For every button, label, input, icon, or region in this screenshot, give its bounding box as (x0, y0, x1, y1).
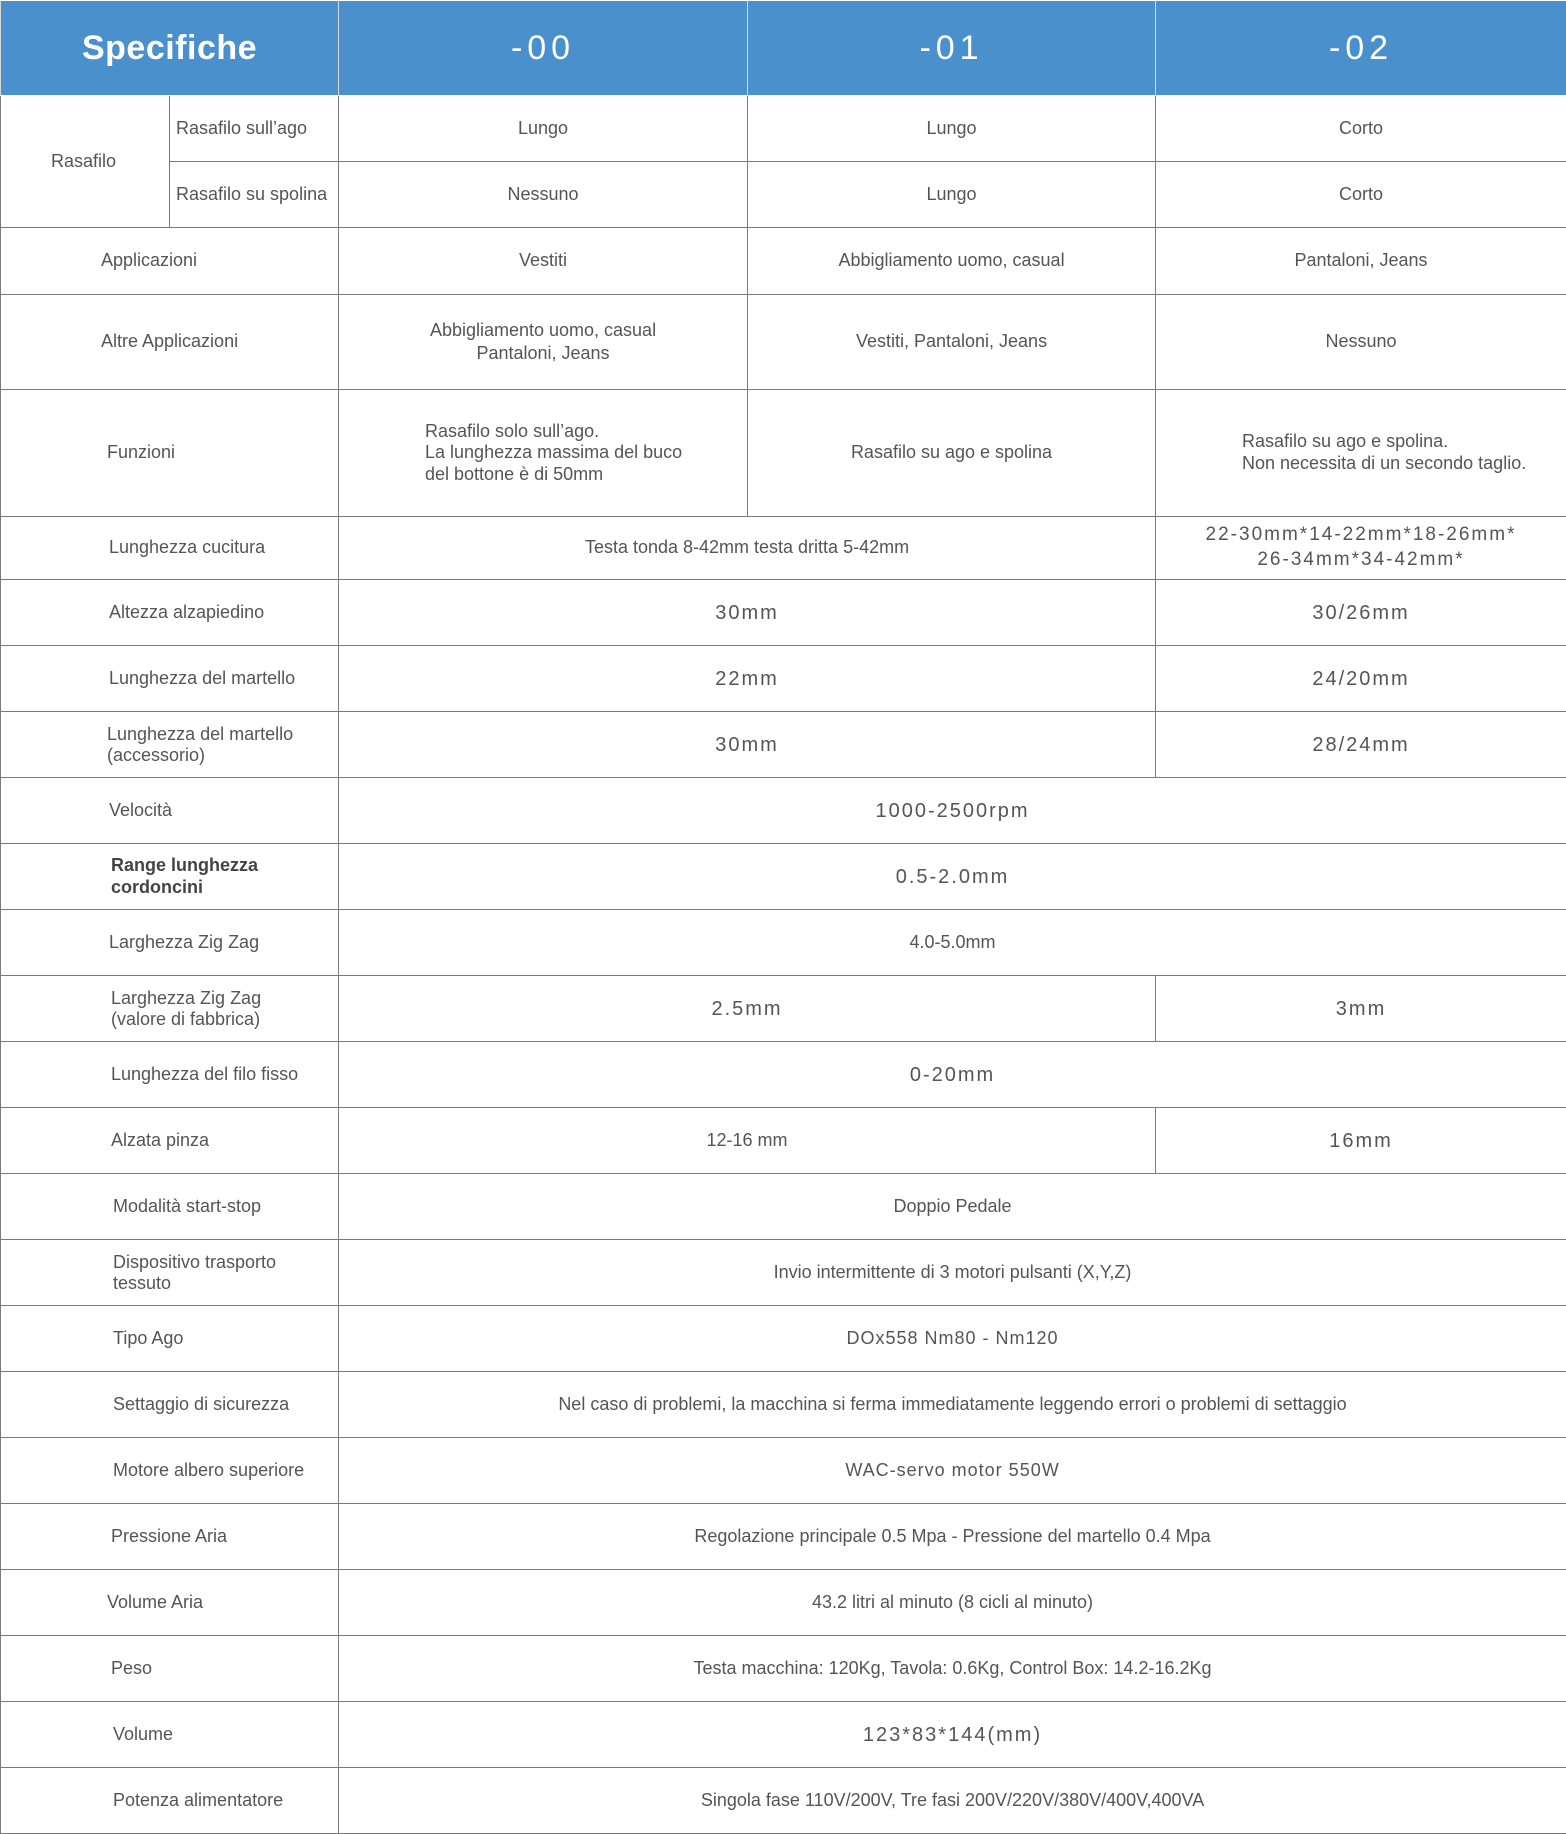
rasafilo-spolina-01: Lungo (748, 162, 1156, 228)
rasafilo-ago-02: Corto (1156, 96, 1566, 162)
lunghezza-cucitura-00-01: Testa tonda 8-42mm testa dritta 5-42mm (339, 517, 1156, 580)
rasafilo-ago-00: Lungo (339, 96, 748, 162)
rasafilo-spolina-00: Nessuno (339, 162, 748, 228)
spec-header: Specifiche (1, 1, 339, 96)
table-row (1, 228, 1566, 295)
table-row (1, 1768, 1566, 1834)
filo-fisso-label: Lunghezza del filo fisso (1, 1042, 339, 1108)
potenza-value: Singola fase 110V/200V, Tre fasi 200V/220V/380V/400V,400VA (339, 1768, 1566, 1834)
pressione-value: Regolazione principale 0.5 Mpa - Pressione del martello 0.4 Mpa (339, 1504, 1566, 1570)
altre-applicazioni-01: Vestiti, Pantaloni, Jeans (748, 295, 1156, 390)
altezza-alzapiedino-00-01: 30mm (339, 580, 1156, 646)
table-row (1, 910, 1566, 976)
rasafilo-ago-label: Rasafilo sull’ago (170, 96, 339, 162)
lunghezza-cucitura-02: 22-30mm*14-22mm*18-26mm* 26-34mm*34-42mm* (1156, 517, 1566, 580)
filo-fisso-value: 0-20mm (339, 1042, 1566, 1108)
lunghezza-martello-acc-02: 28/24mm (1156, 712, 1566, 778)
table-row (1, 517, 1566, 580)
lunghezza-martello-acc-label: Lunghezza del martello (accessorio) (1, 712, 339, 778)
motore-label: Motore albero superiore (1, 1438, 339, 1504)
table-row (1, 1504, 1566, 1570)
table-row (1, 1306, 1566, 1372)
applicazioni-00: Vestiti (339, 228, 748, 295)
altezza-alzapiedino-02: 30/26mm (1156, 580, 1566, 646)
rasafilo-label: Rasafilo (1, 96, 170, 228)
sicurezza-value: Nel caso di problemi, la macchina si ferma immediatamente leggendo errori o problemi di settaggio (339, 1372, 1566, 1438)
alzata-pinza-00-01: 12-16 mm (339, 1108, 1156, 1174)
volume-aria-value: 43.2 litri al minuto (8 cicli al minuto) (339, 1570, 1566, 1636)
larghezza-zigzag-value: 4.0-5.0mm (339, 910, 1566, 976)
table-row (1, 1636, 1566, 1702)
tipo-ago-value: DOx558 Nm80 - Nm120 (339, 1306, 1566, 1372)
peso-label: Peso (1, 1636, 339, 1702)
lunghezza-martello-acc-00-01: 30mm (339, 712, 1156, 778)
table-row (1, 1174, 1566, 1240)
pressione-label: Pressione Aria (1, 1504, 339, 1570)
volume-aria-label: Volume Aria (1, 1570, 339, 1636)
altezza-alzapiedino-label: Altezza alzapiedino (1, 580, 339, 646)
start-stop-value: Doppio Pedale (339, 1174, 1566, 1240)
applicazioni-01: Abbigliamento uomo, casual (748, 228, 1156, 295)
applicazioni-label: Applicazioni (1, 228, 339, 295)
table-row (1, 1042, 1566, 1108)
volume-label: Volume (1, 1702, 339, 1768)
applicazioni-02: Pantaloni, Jeans (1156, 228, 1566, 295)
model-01-header: -01 (748, 1, 1156, 96)
altre-applicazioni-00: Abbigliamento uomo, casual Pantaloni, Jeans (339, 295, 748, 390)
table-row (1, 1702, 1566, 1768)
lunghezza-martello-00-01: 22mm (339, 646, 1156, 712)
peso-value: Testa macchina: 120Kg, Tavola: 0.6Kg, Control Box: 14.2-16.2Kg (339, 1636, 1566, 1702)
trasporto-label: Dispositivo trasporto tessuto (1, 1240, 339, 1306)
range-cordoncini-value: 0.5-2.0mm (339, 844, 1566, 910)
motore-value: WAC-servo motor 550W (339, 1438, 1566, 1504)
table-row (1, 295, 1566, 390)
table-row (1, 162, 1566, 228)
table-row (1, 1108, 1566, 1174)
table-row (1, 976, 1566, 1042)
header-row (1, 1, 1566, 96)
model-00-header: -00 (339, 1, 748, 96)
rasafilo-spolina-label: Rasafilo su spolina (170, 162, 339, 228)
velocita-value: 1000-2500rpm (339, 778, 1566, 844)
table-row (1, 1372, 1566, 1438)
altre-applicazioni-label: Altre Applicazioni (1, 295, 339, 390)
larghezza-zigzag-fabbrica-00-01: 2.5mm (339, 976, 1156, 1042)
altre-applicazioni-02: Nessuno (1156, 295, 1566, 390)
potenza-label: Potenza alimentatore (1, 1768, 339, 1834)
rasafilo-spolina-02: Corto (1156, 162, 1566, 228)
table-row (1, 712, 1566, 778)
tipo-ago-label: Tipo Ago (1, 1306, 339, 1372)
alzata-pinza-label: Alzata pinza (1, 1108, 339, 1174)
larghezza-zigzag-fabbrica-02: 3mm (1156, 976, 1566, 1042)
alzata-pinza-02: 16mm (1156, 1108, 1566, 1174)
larghezza-zigzag-fabbrica-label: Larghezza Zig Zag (valore di fabbrica) (1, 976, 339, 1042)
funzioni-label: Funzioni (1, 390, 339, 517)
velocita-label: Velocità (1, 778, 339, 844)
table-row (1, 1438, 1566, 1504)
table-row (1, 96, 1566, 162)
model-02-header: -02 (1156, 1, 1566, 96)
volume-value: 123*83*144(mm) (339, 1702, 1566, 1768)
lunghezza-martello-02: 24/20mm (1156, 646, 1566, 712)
table-row (1, 844, 1566, 910)
rasafilo-ago-01: Lungo (748, 96, 1156, 162)
table-row (1, 1240, 1566, 1306)
funzioni-01: Rasafilo su ago e spolina (748, 390, 1156, 517)
larghezza-zigzag-label: Larghezza Zig Zag (1, 910, 339, 976)
trasporto-value: Invio intermittente di 3 motori pulsanti (X,Y,Z) (339, 1240, 1566, 1306)
table-row (1, 778, 1566, 844)
range-cordoncini-label: Range lunghezza cordoncini (1, 844, 339, 910)
lunghezza-cucitura-label: Lunghezza cucitura (1, 517, 339, 580)
table-row (1, 390, 1566, 517)
start-stop-label: Modalità start-stop (1, 1174, 339, 1240)
funzioni-02: Rasafilo su ago e spolina. Non necessita di un secondo taglio. (1156, 390, 1566, 517)
table-row (1, 580, 1566, 646)
funzioni-00: Rasafilo solo sull’ago. La lunghezza massima del buco del bottone è di 50mm (339, 390, 748, 517)
sicurezza-label: Settaggio di sicurezza (1, 1372, 339, 1438)
lunghezza-martello-label: Lunghezza del martello (1, 646, 339, 712)
table-row (1, 646, 1566, 712)
table-row (1, 1570, 1566, 1636)
